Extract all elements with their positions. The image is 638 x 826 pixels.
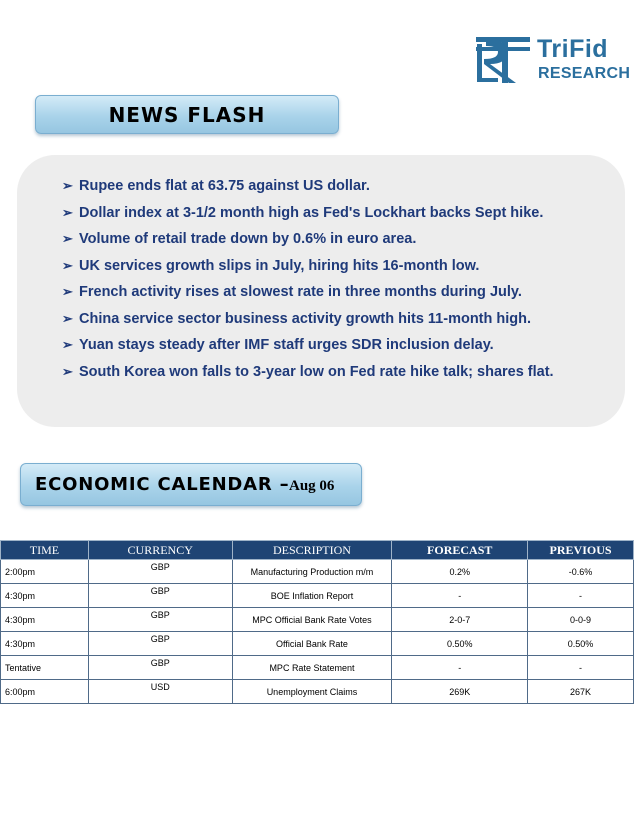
- cell-forecast: 2-0-7: [392, 608, 528, 632]
- cell-currency: USD: [88, 680, 232, 704]
- table-row: [1, 584, 634, 608]
- header-time: TIME: [1, 541, 89, 560]
- arrow-bullet-icon: ➢: [62, 257, 73, 273]
- cell-time: Tentative: [1, 656, 89, 680]
- header-previous: PREVIOUS: [528, 541, 634, 560]
- logo-name: TriFid: [537, 35, 609, 63]
- table-header-row: [1, 541, 634, 560]
- table-row: [1, 560, 634, 584]
- cell-currency: GBP: [88, 608, 232, 632]
- arrow-bullet-icon: ➢: [62, 284, 73, 299]
- arrow-bullet-icon: ➢: [62, 363, 73, 379]
- cell-time: 4:30pm: [1, 632, 89, 656]
- logo-subtitle: RESEARCH: [538, 65, 631, 82]
- news-item: ➢ UK services growth slips in July, hiring hits 16-month low.: [62, 253, 622, 280]
- arrow-bullet-icon: ➢: [62, 231, 73, 246]
- rupee-logo-icon: [476, 34, 534, 84]
- cell-forecast: -: [392, 656, 528, 680]
- cell-time: 6:00pm: [1, 680, 89, 704]
- economic-calendar-title: ECONOMIC CALENDAR –: [35, 474, 290, 495]
- header-description: DESCRIPTION: [232, 541, 392, 560]
- news-flash-title: NEWS FLASH: [108, 103, 266, 127]
- cell-previous: -0.6%: [528, 560, 634, 584]
- cell-description: Manufacturing Production m/m: [232, 560, 392, 584]
- trifid-logo: [476, 34, 631, 84]
- cell-previous: -: [528, 656, 634, 680]
- arrow-bullet-icon: ➢: [62, 204, 73, 220]
- header-forecast: FORECAST: [392, 541, 528, 560]
- cell-forecast: 269K: [392, 680, 528, 704]
- news-item: ➢ China service sector business activity growth hits 11-month high.: [62, 306, 622, 333]
- cell-description: Unemployment Claims: [232, 680, 392, 704]
- news-item: ➢ Dollar index at 3-1/2 month high as Fed's Lockhart backs Sept hike.: [62, 200, 622, 227]
- arrow-bullet-icon: ➢: [62, 178, 73, 193]
- header-currency: CURRENCY: [88, 541, 232, 560]
- table-row: [1, 680, 634, 704]
- cell-forecast: -: [392, 584, 528, 608]
- cell-time: 4:30pm: [1, 584, 89, 608]
- arrow-bullet-icon: ➢: [62, 310, 73, 326]
- cell-description: BOE Inflation Report: [232, 584, 392, 608]
- news-item: ➢ Volume of retail trade down by 0.6% in euro area.: [62, 226, 622, 253]
- news-flash-heading: [35, 95, 339, 134]
- economic-calendar-table: [0, 540, 634, 704]
- economic-calendar-heading: [20, 463, 362, 506]
- cell-currency: GBP: [88, 560, 232, 584]
- cell-forecast: 0.50%: [392, 632, 528, 656]
- cell-time: 4:30pm: [1, 608, 89, 632]
- arrow-bullet-icon: ➢: [62, 337, 73, 352]
- cell-time: 2:00pm: [1, 560, 89, 584]
- economic-calendar-date: Aug 06: [289, 478, 335, 494]
- news-item: ➢ Yuan stays steady after IMF staff urges SDR inclusion delay.: [62, 332, 622, 359]
- news-list: [62, 173, 622, 385]
- cell-description: MPC Official Bank Rate Votes: [232, 608, 392, 632]
- cell-description: Official Bank Rate: [232, 632, 392, 656]
- table-row: [1, 608, 634, 632]
- cell-currency: GBP: [88, 632, 232, 656]
- cell-description: MPC Rate Statement: [232, 656, 392, 680]
- cell-previous: -: [528, 584, 634, 608]
- news-box: [17, 155, 625, 427]
- news-item: ➢ Rupee ends flat at 63.75 against US dollar.: [62, 173, 622, 200]
- cell-forecast: 0.2%: [392, 560, 528, 584]
- cell-previous: 267K: [528, 680, 634, 704]
- cell-currency: GBP: [88, 656, 232, 680]
- cell-previous: 0-0-9: [528, 608, 634, 632]
- news-item: ➢ South Korea won falls to 3-year low on Fed rate hike talk; shares flat.: [62, 359, 622, 386]
- news-item: ➢ French activity rises at slowest rate in three months during July.: [62, 279, 622, 306]
- cell-previous: 0.50%: [528, 632, 634, 656]
- table-row: [1, 632, 634, 656]
- cell-currency: GBP: [88, 584, 232, 608]
- table-row: [1, 656, 634, 680]
